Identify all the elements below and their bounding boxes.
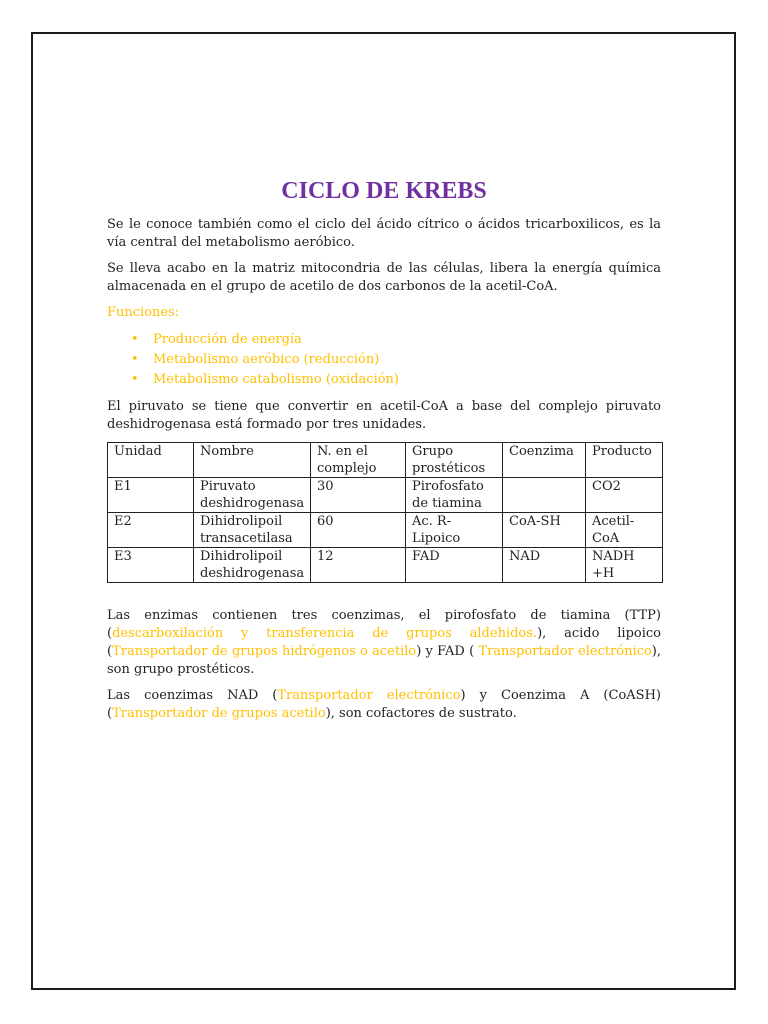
header-cell: N. en el complejo bbox=[311, 443, 406, 478]
paragraph-cofactores: Las coenzimas NAD (Transportador electrónico) y Coenzima A (CoASH) (Transportador de grupos acetilo), son cofactores de sustrato. bbox=[107, 688, 661, 721]
table-cell: FAD bbox=[406, 548, 503, 583]
table-cell: NADH +H bbox=[586, 548, 663, 583]
table-row bbox=[108, 478, 663, 513]
bullet-icon: • bbox=[131, 332, 139, 347]
paragraph-intro: Se le conoce también como el ciclo del ácido cítrico o ácidos tricarboxilicos, es la vía central del metabolismo aeróbico. bbox=[107, 217, 661, 250]
table-cell: Ac. R-Lipoico bbox=[406, 513, 503, 548]
header-cell: Producto bbox=[586, 443, 663, 478]
list-item: • Producción de energía bbox=[153, 330, 661, 350]
bullet-icon: • bbox=[131, 372, 139, 387]
table-cell: 30 bbox=[311, 478, 406, 513]
bullet-icon: • bbox=[131, 352, 139, 367]
list-item: • Metabolismo aeróbico (reducción) bbox=[153, 350, 661, 370]
funciones-label: Funciones: bbox=[107, 305, 180, 320]
list-item: • Metabolismo catabolismo (oxidación) bbox=[153, 370, 661, 390]
paragraph-coenzimas: Las enzimas contienen tres coenzimas, el pirofosfato de tiamina (TTP) (descarboxilación y transferencia de grupos aldehidos.), acido lipoico (Transportador de grupos hidrógenos o acetilo) y FAD ( Transportador electrónico), son grupo prostéticos. bbox=[107, 608, 661, 677]
header-cell: Grupo prostéticos bbox=[406, 443, 503, 478]
header-cell: Coenzima bbox=[503, 443, 586, 478]
table-cell bbox=[503, 478, 586, 513]
paragraph-location: Se lleva acabo en la matriz mitocondria de las células, libera la energía química almacenada en el grupo de acetilo de dos carbonos de la acetil-CoA. bbox=[107, 261, 661, 294]
table-header-row bbox=[108, 443, 663, 478]
table-cell: Piruvato deshidrogenasa bbox=[194, 478, 311, 513]
table-cell: E3 bbox=[108, 548, 194, 583]
document-title: CICLO DE KREBS bbox=[281, 178, 487, 204]
header-cell: Nombre bbox=[194, 443, 311, 478]
table-cell: Dihidrolipoil deshidrogenasa bbox=[194, 548, 311, 583]
table-cell: E1 bbox=[108, 478, 194, 513]
table-cell: CO2 bbox=[586, 478, 663, 513]
table-cell: 12 bbox=[311, 548, 406, 583]
header-cell: Unidad bbox=[108, 443, 194, 478]
table-row bbox=[108, 513, 663, 548]
enzyme-table bbox=[107, 442, 663, 583]
table-cell: Acetil-CoA bbox=[586, 513, 663, 548]
table-row bbox=[108, 548, 663, 583]
table-cell: 60 bbox=[311, 513, 406, 548]
table-cell: Pirofosfato de tiamina bbox=[406, 478, 503, 513]
document-content bbox=[107, 176, 661, 731]
table-cell: CoA-SH bbox=[503, 513, 586, 548]
funciones-list bbox=[107, 330, 661, 390]
table-cell: E2 bbox=[108, 513, 194, 548]
paragraph-piruvato: El piruvato se tiene que convertir en acetil-CoA a base del complejo piruvato deshidrogenasa está formado por tres unidades. bbox=[107, 399, 661, 432]
table-cell: Dihidrolipoil transacetilasa bbox=[194, 513, 311, 548]
table-cell: NAD bbox=[503, 548, 586, 583]
